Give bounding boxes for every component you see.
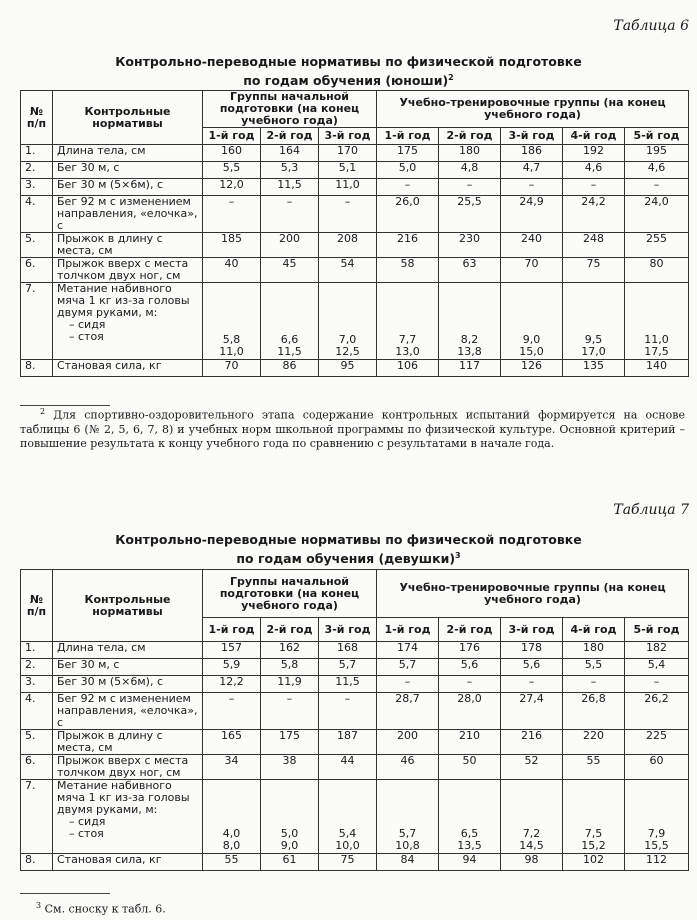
row-name: Бег 92 м с изменением направления, «елочка», с [53, 693, 203, 730]
header-year: 2-й год [261, 618, 319, 642]
value-cell: 140 [625, 360, 689, 377]
value-cell: – [563, 179, 625, 196]
header-year: 3-й год [501, 618, 563, 642]
table-row [21, 196, 689, 233]
header-initial-groups: Группы начальной подготовки (на конец учебного года) [203, 91, 377, 128]
value-cell: 186 [501, 145, 563, 162]
value-cell: 40 [203, 258, 261, 283]
value-cell: 58 [377, 258, 439, 283]
value-cell: 6,5 13,5 [439, 780, 501, 854]
value-cell: 75 [563, 258, 625, 283]
row-number: 8. [21, 854, 53, 871]
value-cell: 208 [319, 233, 377, 258]
value-cell: 86 [261, 360, 319, 377]
value-cell: 26,2 [625, 693, 689, 730]
table-7-label: Таблица 7 [613, 502, 689, 518]
table-row [21, 145, 689, 162]
value-cell: 157 [203, 642, 261, 659]
value-cell: 98 [501, 854, 563, 871]
table-row [21, 730, 689, 755]
row-number: 5. [21, 730, 53, 755]
row-name: Прыжок вверх с места толчком двух ног, см [53, 755, 203, 780]
value-cell: 5,5 [563, 659, 625, 676]
row-name: Прыжок в длину с места, см [53, 730, 203, 755]
value-cell: 25,5 [439, 196, 501, 233]
value-cell: 106 [377, 360, 439, 377]
value-cell: 185 [203, 233, 261, 258]
value-cell: 248 [563, 233, 625, 258]
value-cell: 174 [377, 642, 439, 659]
value-cell: 112 [625, 854, 689, 871]
header-year: 5-й год [625, 618, 689, 642]
row-number: 2. [21, 162, 53, 179]
value-cell: 38 [261, 755, 319, 780]
value-cell: 216 [501, 730, 563, 755]
value-cell: 45 [261, 258, 319, 283]
value-cell: 164 [261, 145, 319, 162]
value-cell: 70 [203, 360, 261, 377]
row-number: 2. [21, 659, 53, 676]
table-6-title-line1: Контрольно-переводные нормативы по физической подготовке [115, 54, 582, 69]
row-number: 8. [21, 360, 53, 377]
value-cell: 230 [439, 233, 501, 258]
table-row [21, 162, 689, 179]
header-training-groups: Учебно-тренировочные группы (на конец учебного года) [377, 91, 689, 128]
table-row [21, 780, 689, 854]
row-name: Бег 30 м (5×6м), с [53, 179, 203, 196]
value-cell: – [203, 693, 261, 730]
value-cell: 5,7 [319, 659, 377, 676]
value-cell: – [501, 179, 563, 196]
row-name: Метание набивного мяча 1 кг из-за головы двумя руками, м: – сидя – стоя [53, 780, 203, 854]
row-number: 7. [21, 780, 53, 854]
value-cell: 11,5 [261, 179, 319, 196]
value-cell: – [501, 676, 563, 693]
value-cell: 95 [319, 360, 377, 377]
value-cell: 4,6 [563, 162, 625, 179]
row-name: Прыжок вверх с места толчком двух ног, см [53, 258, 203, 283]
value-cell: 12,2 [203, 676, 261, 693]
header-year: 3-й год [319, 128, 377, 145]
value-cell: 5,7 [377, 659, 439, 676]
header-year: 4-й год [563, 128, 625, 145]
value-cell: 5,4 10,0 [319, 780, 377, 854]
value-cell: 11,9 [261, 676, 319, 693]
value-cell: 182 [625, 642, 689, 659]
row-number: 3. [21, 179, 53, 196]
value-cell: 5,6 [501, 659, 563, 676]
table-row [21, 179, 689, 196]
header-year: 1-й год [377, 128, 439, 145]
value-cell: 168 [319, 642, 377, 659]
table-row [21, 854, 689, 871]
value-cell: 200 [377, 730, 439, 755]
value-cell: – [377, 179, 439, 196]
table-row [21, 693, 689, 730]
table-7-title-line2: по годам обучения (девушки)$^3$ [236, 551, 461, 567]
value-cell: – [319, 196, 377, 233]
value-cell: – [625, 179, 689, 196]
value-cell: 84 [377, 854, 439, 871]
value-cell: 195 [625, 145, 689, 162]
value-cell: 5,0 9,0 [261, 780, 319, 854]
value-cell: 135 [563, 360, 625, 377]
row-name: Прыжок в длину с места, см [53, 233, 203, 258]
table-row [21, 642, 689, 659]
value-cell: 7,2 14,5 [501, 780, 563, 854]
table-6-label: Таблица 6 [613, 18, 689, 34]
row-number: 4. [21, 693, 53, 730]
footnote-divider [20, 893, 110, 894]
value-cell: 126 [501, 360, 563, 377]
value-cell: 24,9 [501, 196, 563, 233]
value-cell: 9,5 17,0 [563, 283, 625, 360]
row-name: Становая сила, кг [53, 360, 203, 377]
value-cell: 24,2 [563, 196, 625, 233]
row-name: Длина тела, см [53, 642, 203, 659]
table-7-title [0, 532, 697, 567]
header-year: 3-й год [501, 128, 563, 145]
row-subname: – стоя [69, 330, 104, 343]
row-number: 3. [21, 676, 53, 693]
value-cell: 5,6 [439, 659, 501, 676]
row-name: Длина тела, см [53, 145, 203, 162]
value-cell: 210 [439, 730, 501, 755]
value-cell: 4,0 8,0 [203, 780, 261, 854]
value-cell: 26,8 [563, 693, 625, 730]
table-7-footnote: $^3$ См. сноску к табл. 6. [36, 901, 166, 916]
value-cell: 180 [563, 642, 625, 659]
header-normatives: Контрольные нормативы [53, 570, 203, 642]
value-cell: 5,9 [203, 659, 261, 676]
value-cell: 225 [625, 730, 689, 755]
value-cell: 55 [203, 854, 261, 871]
table-6-title-line2: по годам обучения (юноши)$^2$ [243, 73, 454, 89]
value-cell: 176 [439, 642, 501, 659]
row-subname: – сидя [69, 815, 106, 828]
header-year: 2-й год [439, 128, 501, 145]
value-cell: 5,0 [377, 162, 439, 179]
row-number: 7. [21, 283, 53, 360]
value-cell: 160 [203, 145, 261, 162]
value-cell: 5,1 [319, 162, 377, 179]
value-cell: 117 [439, 360, 501, 377]
value-cell: 4,7 [501, 162, 563, 179]
header-initial-groups: Группы начальной подготовки (на конец учебного года) [203, 570, 377, 618]
row-name: Бег 30 м, с [53, 659, 203, 676]
value-cell: 7,5 15,2 [563, 780, 625, 854]
header-year: 1-й год [203, 618, 261, 642]
row-number: 4. [21, 196, 53, 233]
value-cell: 9,0 15,0 [501, 283, 563, 360]
value-cell: 165 [203, 730, 261, 755]
header-num: № п/п [21, 91, 53, 145]
value-cell: 46 [377, 755, 439, 780]
value-cell: 200 [261, 233, 319, 258]
header-year: 2-й год [439, 618, 501, 642]
table-7 [20, 569, 689, 871]
header-year: 3-й год [319, 618, 377, 642]
value-cell: 44 [319, 755, 377, 780]
value-cell: 52 [501, 755, 563, 780]
value-cell: – [319, 693, 377, 730]
header-year: 5-й год [625, 128, 689, 145]
value-cell: 94 [439, 854, 501, 871]
value-cell: 63 [439, 258, 501, 283]
table-row [21, 755, 689, 780]
row-number: 1. [21, 642, 53, 659]
value-cell: 220 [563, 730, 625, 755]
value-cell: 175 [261, 730, 319, 755]
value-cell: 27,4 [501, 693, 563, 730]
value-cell: 180 [439, 145, 501, 162]
header-num: № п/п [21, 570, 53, 642]
value-cell: 5,4 [625, 659, 689, 676]
table-6 [20, 90, 689, 377]
table-7-title-line1: Контрольно-переводные нормативы по физической подготовке [115, 532, 582, 547]
value-cell: 5,8 11,0 [203, 283, 261, 360]
value-cell: 178 [501, 642, 563, 659]
value-cell: – [563, 676, 625, 693]
row-name: Бег 92 м с изменением направления, «елочка», с [53, 196, 203, 233]
table-6-footnote: $^2$ Для спортивно-оздоровительного этапа содержание контрольных испытаний формируется на основе таблицы 6 (№ 2, 5, 6, 7, 8) и учебных норм школьной программы по физической культуре. Основной критерий – повышение результата к концу учебного года по сравнению с результатами в начале года. [20, 407, 686, 450]
table-row [21, 283, 689, 360]
value-cell: 26,0 [377, 196, 439, 233]
value-cell: 102 [563, 854, 625, 871]
header-year: 4-й год [563, 618, 625, 642]
row-number: 1. [21, 145, 53, 162]
value-cell: 175 [377, 145, 439, 162]
value-cell: 24,0 [625, 196, 689, 233]
value-cell: 4,8 [439, 162, 501, 179]
row-name: Становая сила, кг [53, 854, 203, 871]
value-cell: 5,3 [261, 162, 319, 179]
value-cell: 7,0 12,5 [319, 283, 377, 360]
row-subname: – сидя [69, 318, 106, 331]
value-cell: 8,2 13,8 [439, 283, 501, 360]
value-cell: – [377, 676, 439, 693]
value-cell: 11,0 [319, 179, 377, 196]
header-year: 1-й год [377, 618, 439, 642]
value-cell: 50 [439, 755, 501, 780]
value-cell: – [261, 196, 319, 233]
value-cell: 187 [319, 730, 377, 755]
value-cell: 28,7 [377, 693, 439, 730]
value-cell: 11,0 17,5 [625, 283, 689, 360]
value-cell: 5,5 [203, 162, 261, 179]
value-cell: 60 [625, 755, 689, 780]
row-name: Метание набивного мяча 1 кг из-за головы двумя руками, м: – сидя – стоя [53, 283, 203, 360]
header-training-groups: Учебно-тренировочные группы (на конец учебного года) [377, 570, 689, 618]
header-year: 1-й год [203, 128, 261, 145]
value-cell: 4,6 [625, 162, 689, 179]
value-cell: 7,9 15,5 [625, 780, 689, 854]
table-row [21, 233, 689, 258]
row-number: 6. [21, 755, 53, 780]
value-cell: 162 [261, 642, 319, 659]
table-row [21, 360, 689, 377]
value-cell: 80 [625, 258, 689, 283]
value-cell: 28,0 [439, 693, 501, 730]
value-cell: 34 [203, 755, 261, 780]
row-subname: – стоя [69, 827, 104, 840]
row-name: Бег 30 м, с [53, 162, 203, 179]
table-row [21, 659, 689, 676]
value-cell: 240 [501, 233, 563, 258]
value-cell: – [261, 693, 319, 730]
value-cell: 55 [563, 755, 625, 780]
table-row [21, 258, 689, 283]
header-year: 2-й год [261, 128, 319, 145]
value-cell: 61 [261, 854, 319, 871]
row-number: 6. [21, 258, 53, 283]
header-normatives: Контрольные нормативы [53, 91, 203, 145]
value-cell: – [625, 676, 689, 693]
value-cell: 192 [563, 145, 625, 162]
value-cell: 12,0 [203, 179, 261, 196]
value-cell: 7,7 13,0 [377, 283, 439, 360]
value-cell: 255 [625, 233, 689, 258]
table-6-title [0, 54, 697, 89]
value-cell: – [439, 179, 501, 196]
value-cell: 11,5 [319, 676, 377, 693]
value-cell: – [203, 196, 261, 233]
value-cell: 54 [319, 258, 377, 283]
value-cell: 5,8 [261, 659, 319, 676]
row-number: 5. [21, 233, 53, 258]
value-cell: 216 [377, 233, 439, 258]
row-name: Бег 30 м (5×6м), с [53, 676, 203, 693]
value-cell: 70 [501, 258, 563, 283]
value-cell: 5,7 10,8 [377, 780, 439, 854]
table-row [21, 676, 689, 693]
value-cell: 75 [319, 854, 377, 871]
value-cell: – [439, 676, 501, 693]
value-cell: 6,6 11,5 [261, 283, 319, 360]
value-cell: 170 [319, 145, 377, 162]
